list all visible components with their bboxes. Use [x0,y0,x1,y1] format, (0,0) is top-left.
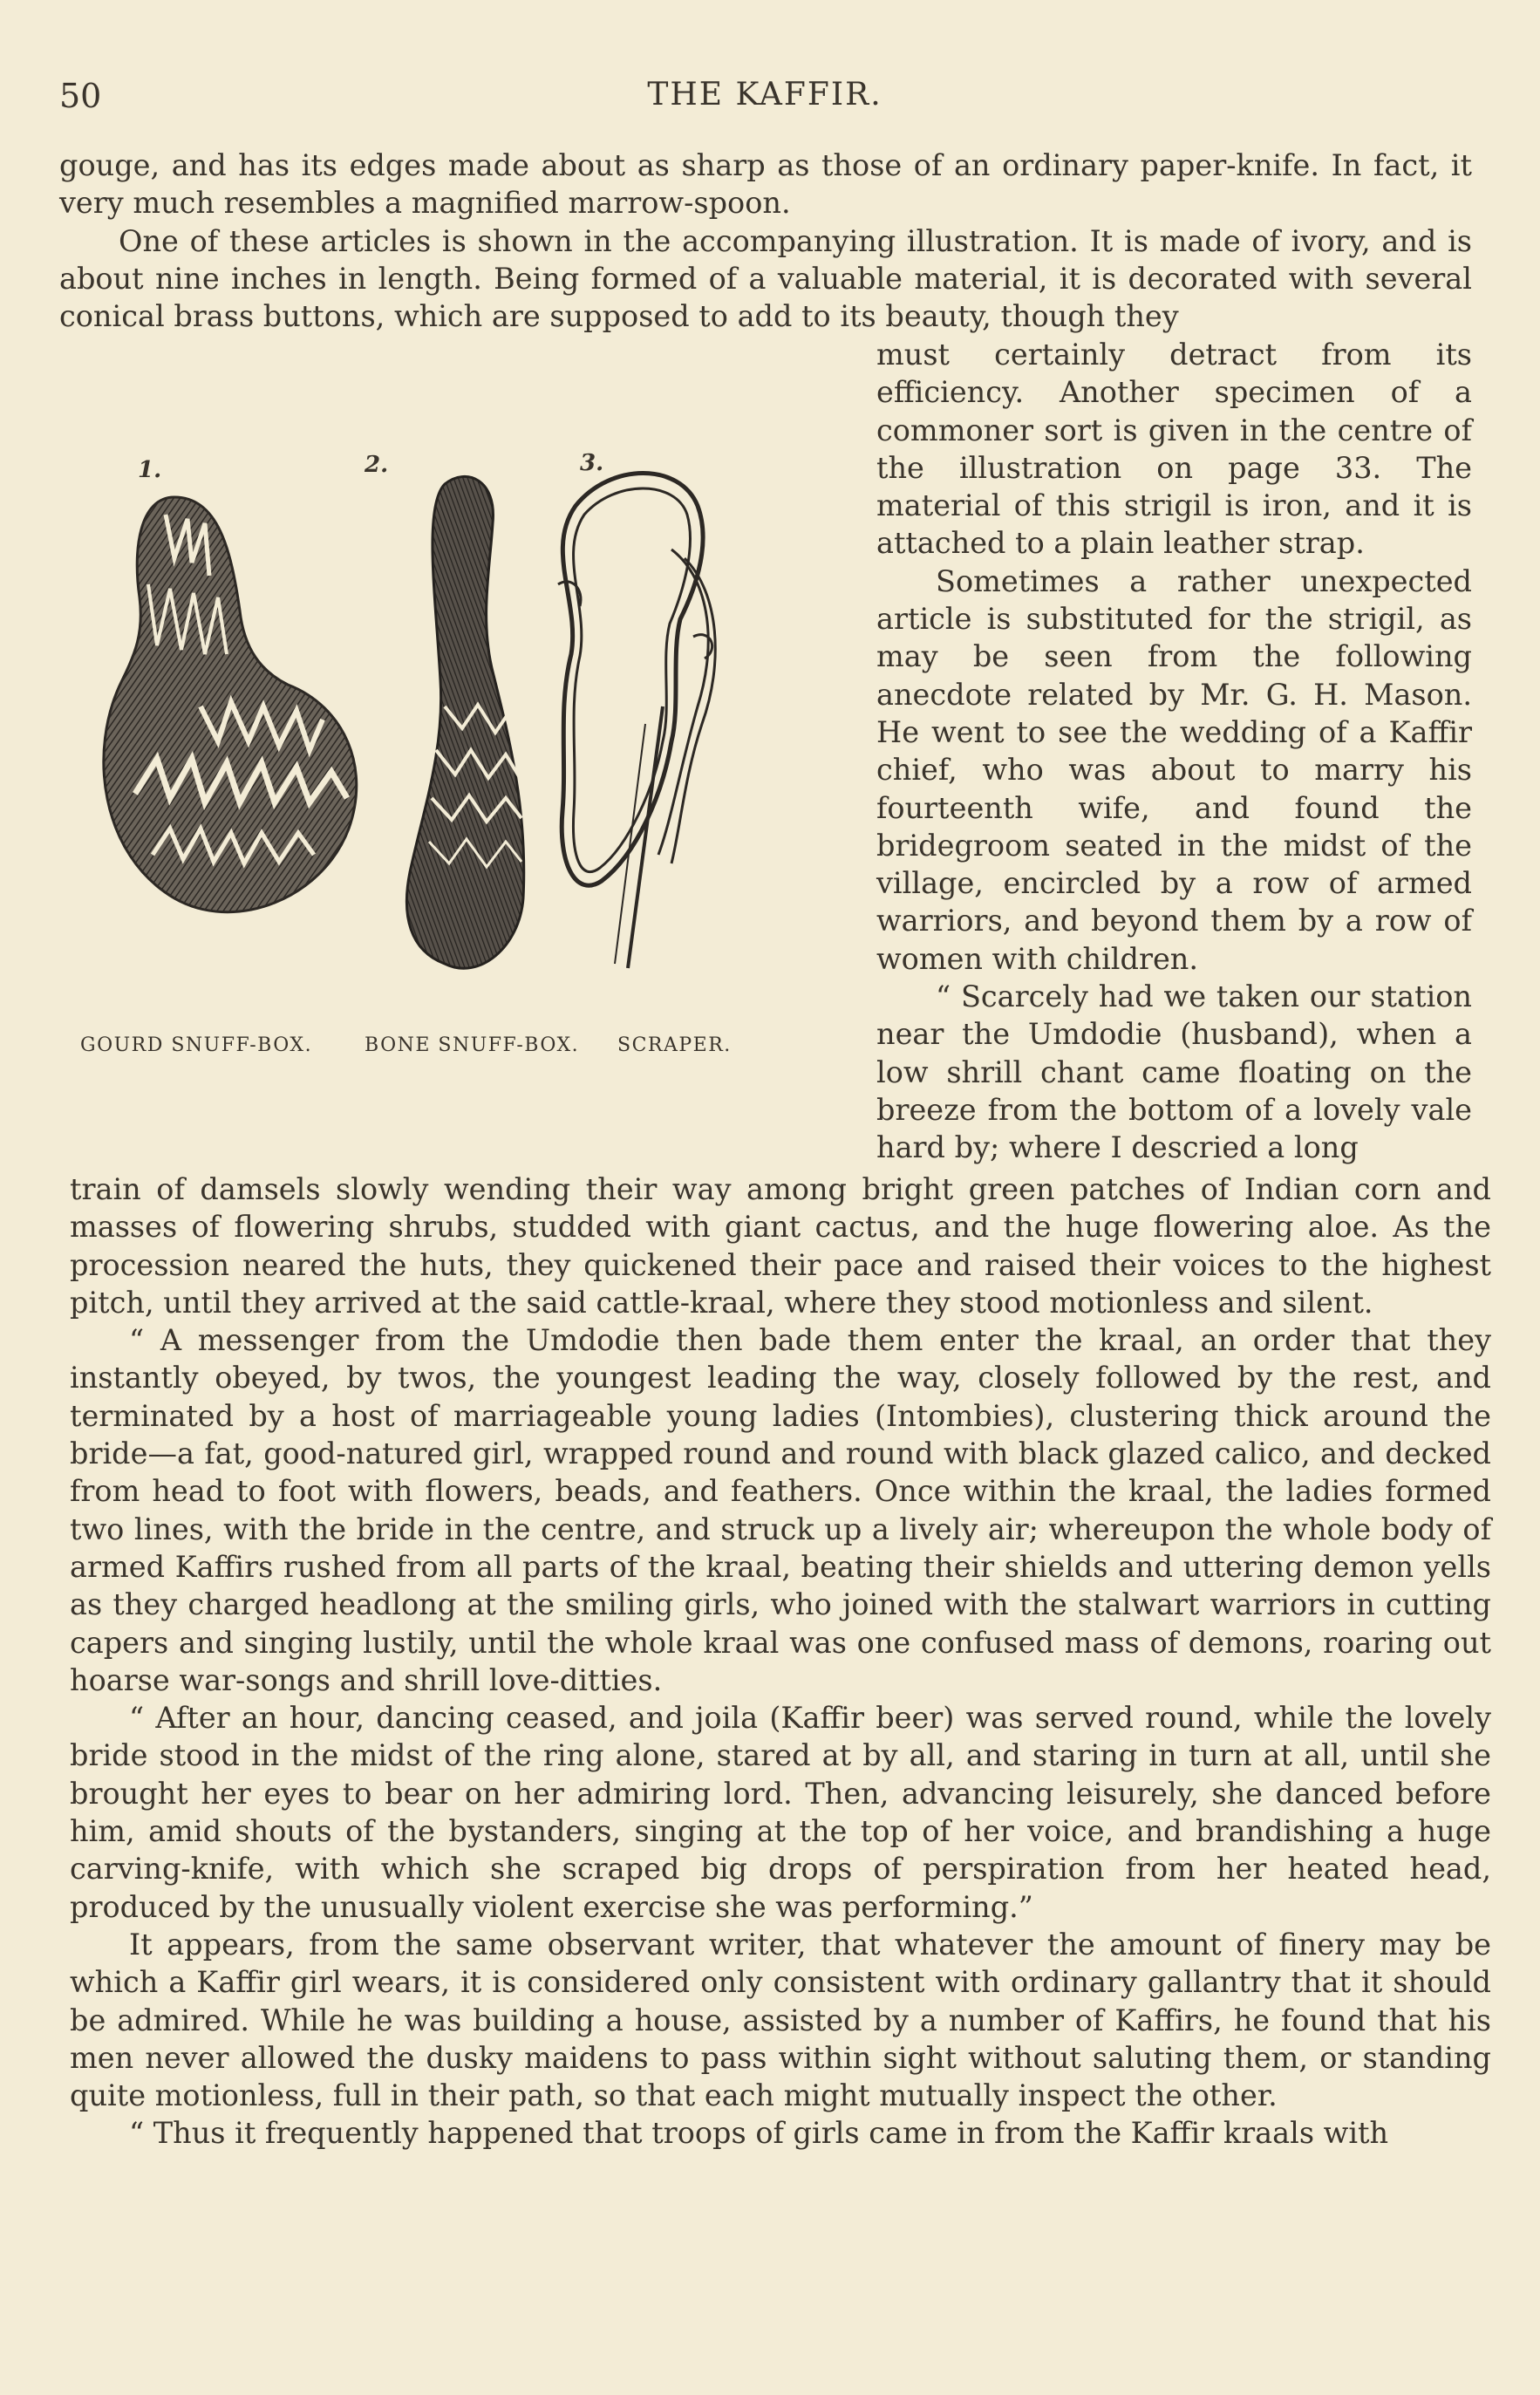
bottom-text-block [70,1170,1491,2153]
paragraph: must certainly detract from its efficiency. Another specimen of a commoner sort is given in the centre of the illustration on page 33. The material of this strigil is iron, and it is attached to a plain leather strap. [876,338,1472,561]
top-text-block [59,147,1472,335]
illustration-drawing [70,445,750,1038]
paragraph: “ After an hour, dancing ceased, and joila (Kaffir beer) was served round, while the lovely bride stood in the midst of the ring alone, stared at by all, and staring in turn at all, until she brought her eyes to bear on her admiring lord. Then, advancing leisurely, she danced before him, amid shouts of the bystanders, singing at the top of her voice, and brandishing a huge carving-knife, with which she scraped big drops of perspiration from her heated head, produced by the unusually violent exercise she was performing.” [70,1701,1491,1924]
paragraph: train of damsels slowly wending their way among bright green patches of Indian corn and masses of flowering shrubs, studded with giant cactus, and the huge flowering aloe. As the procession neared the huts, they quickened their pace and raised their voices to the highest pitch, until they arrived at the said cattle-kraal, where they stood motionless and silent. [70,1172,1491,1320]
caption-gourd-snuff-box: GOURD SNUFF-BOX. [80,1034,313,1056]
gourd-snuff-box-drawing [104,497,357,912]
page-number: 50 [59,77,102,115]
figure-number-2: 2. [365,452,389,478]
figure-number-1: 1. [138,457,162,483]
paragraph: One of these articles is shown in the accompanying illustration. It is made of ivory, and is about nine inches in length. Being formed of a valuable material, it is decorated with several conical brass buttons, which are supposed to add to its beauty, though they [59,223,1472,334]
paragraph: gouge, and has its edges made about as sharp as those of an ordinary paper-knife. In fact, it very much resembles a magnified marrow-spoon. [59,148,1472,221]
scraper-drawing [558,474,715,969]
running-title: THE KAFFIR. [647,77,882,113]
page-header [59,77,1470,120]
paragraph: “ A messenger from the Umdodie then bade them enter the kraal, an order that they instantly obeyed, by twos, the youngest leading the way, closely followed by the rest, and terminated by a host of marriageable young ladies (Intombies), clustering thick around the bride—a fat, good-natured girl, wrapped round and round with black glazed calico, and decked from head to foot with flowers, beads, and feathers. Once within the kraal, the ladies formed two lines, with the bride in the centre, and struck up a lively air; whereupon the whole body of armed Kaffirs rushed from all parts of the kraal, beating their shields and uttering demon yells as they charged headlong at the smiling girls, who joined with the stalwart warriors in cutting capers and singing lustily, until the whole kraal was one confused mass of demons, roaring out hoarse war-songs and shrill love-ditties. [70,1323,1491,1697]
paragraph: “ Thus it frequently happened that troops of girls came in from the Kaffir kraals with [129,2116,1389,2151]
caption-scraper: SCRAPER. [617,1034,732,1056]
figure-number-3: 3. [580,450,604,476]
paragraph: Sometimes a rather unexpected article is substituted for the strigil, as may be seen from the following anecdote related by Mr. G. H. Mason. He went to see the wedding of a Kaffir chief, who was about to marry his fourteenth wife, and found the bridegroom seated in the midst of the village, encircled by a row of armed warriors, and beyond them by a row of women with children. [876,563,1472,976]
paragraph: It appears, from the same observant writer, that whatever the amount of finery may be which a Kaffir girl wears, it is considered only consistent with ordinary gallantry that it should be admired. While he was building a house, assisted by a number of Kaffirs, he found that his men never allowed the dusky maidens to pass within sight without saluting them, or standing quite motionless, full in their path, so that each might mutually inspect the other. [70,1927,1491,2113]
side-text-block [876,336,1472,1167]
caption-bone-snuff-box: BONE SNUFF-BOX. [365,1034,580,1056]
paragraph: “ Scarcely had we taken our station near the Umdodie (husband), when a low shrill chant came floating on the breeze from the bottom of a lovely vale hard by; where I descried a long [876,979,1472,1165]
bone-snuff-box-drawing [406,476,523,968]
snuff-box-illustration [70,445,750,1073]
